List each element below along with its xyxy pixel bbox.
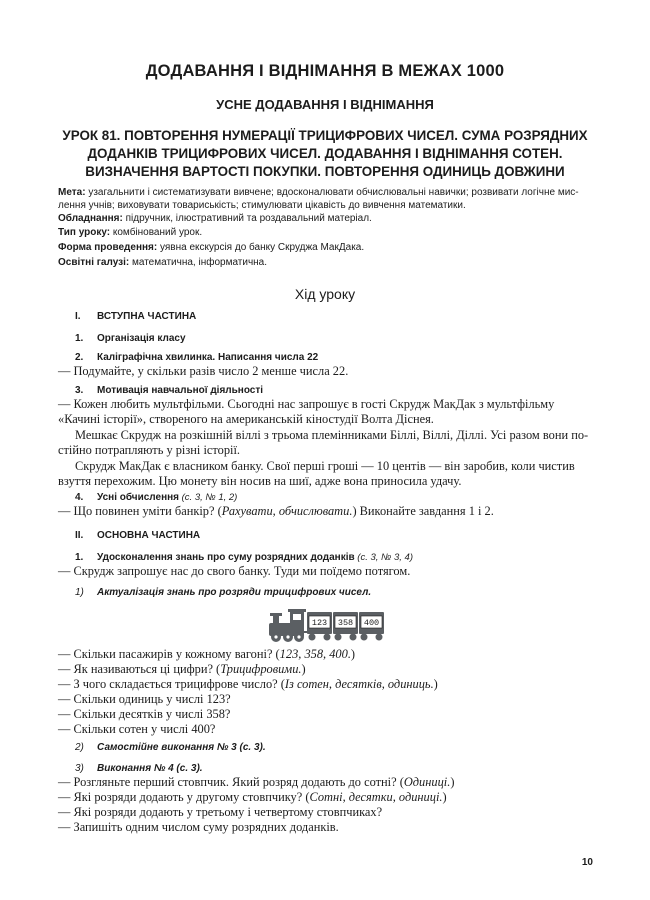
wagon-number: 358: [337, 618, 354, 628]
wheel-hub: [286, 635, 289, 638]
question-third-fourth-columns: — Які розряди додають у третьому і четвертому стовпчиках?: [58, 805, 383, 819]
question-hundreds: — Скільки сотен у числі 400?: [58, 722, 216, 736]
answer-fragment: 123, 358, 400.: [279, 647, 351, 661]
wheel: [350, 634, 357, 641]
question-tens: — Скільки десятків у числі 358?: [58, 707, 231, 721]
fields-label: Освітні галузі:: [58, 257, 130, 268]
paragraph-line: «Качині історії», створеного на американській кіностудії Волта Діснея.: [58, 412, 434, 427]
subitem-independent: [75, 742, 266, 753]
locomotive-roof: [288, 609, 306, 612]
item-number: 3.: [75, 385, 84, 396]
text-fragment: ): [301, 662, 306, 676]
subitem-exercise-4: [75, 763, 203, 774]
text-fragment: — З чого складається трицифрове число? (: [58, 677, 285, 691]
item-number: 2.: [75, 352, 84, 363]
page-number: 10: [581, 857, 593, 868]
equipment-label: Обладнання:: [58, 213, 123, 224]
subitem-label: Виконання № 4 (с. 3).: [97, 763, 203, 774]
item-reference: (с. 3, № 1, 2): [179, 492, 238, 503]
section-label: ВСТУПНА ЧАСТИНА: [97, 311, 197, 322]
text-fragment: — Як називаються ці цифри? (: [58, 662, 221, 676]
motivation-paragraph-3: [58, 459, 598, 490]
item-organization: [75, 333, 186, 344]
answer-fragment: Із сотен, десятків, одиниць.: [284, 677, 434, 691]
instruction-write-sum: — Запишіть одним числом суму розрядних доданків.: [58, 820, 339, 834]
lesson-title: [60, 127, 590, 181]
item-reference: (с. 3, № 3, 4): [354, 552, 413, 563]
text-fragment: — Скільки пасажирів у кожному вагоні? (: [58, 647, 280, 661]
lesson-title-line: ВИЗНАЧЕННЯ ВАРТОСТІ ПОКУПКИ. ПОВТОРЕННЯ ОДИНИЦЬ ДОВЖИНИ: [85, 164, 565, 179]
wagon-number: 400: [363, 618, 380, 628]
train-invitation: — Скрудж запрошує нас до свого банку. Туди ми поїдемо потягом.: [58, 564, 411, 578]
motivation-paragraph-2: [58, 428, 598, 459]
form-text: уявна екскурсія до банку Скруджа МакДака.: [157, 242, 365, 253]
wheel: [335, 634, 342, 641]
goal-text-cont: лення учнів; виховувати товариськість; стимулювати цікавість до вивчення математики.: [58, 200, 466, 211]
paragraph-line: Скрудж МакДак є власником банку. Свої перші гроші — 10 центів — він заробив, коли чистив: [75, 459, 575, 473]
item-label: Усні обчислення: [97, 492, 179, 503]
wheel: [361, 634, 368, 641]
answer-fragment: Трицифровими.: [220, 662, 302, 676]
chapter-title: ДОДАВАННЯ І ВІДНІМАННЯ В МЕЖАХ 1000: [145, 62, 505, 80]
item-label: Організація класу: [97, 333, 186, 344]
subitem-label: Самостійне виконання № 3 (с. 3).: [97, 742, 266, 753]
motivation-paragraph-1: [58, 397, 598, 428]
subitem-number: 1): [75, 587, 84, 598]
section-number: II.: [75, 530, 84, 541]
oral-calculations-question: [58, 504, 598, 519]
item-oral-calculations: [75, 492, 237, 503]
paragraph-line: — Кожен любить мультфільми. Сьогодні нас запрошує в гості Скрудж МакДак з мультфільму: [58, 397, 555, 411]
text-fragment: ): [350, 647, 356, 661]
question-composition: [58, 677, 598, 692]
paragraph-line: стійно потрапляють у різні історії.: [58, 443, 241, 458]
lesson-goal: [58, 186, 598, 212]
question-digits-name: [58, 662, 598, 677]
text-fragment: — Що повинен уміти банкір? (: [58, 504, 222, 518]
wheel-hub: [274, 635, 277, 638]
item-label: Мотивація навчальної діяльності: [97, 385, 264, 396]
lesson-form: [58, 241, 598, 254]
subitem-actualization: [75, 587, 371, 598]
section-number: I.: [75, 311, 81, 322]
goal-label: Мета:: [58, 187, 86, 198]
text-fragment: ): [450, 775, 455, 789]
item-label: Каліграфічна хвилинка. Написання числа 22: [97, 352, 319, 363]
subitem-number: 2): [75, 742, 84, 753]
goal-text: узагальнити і систематизувати вивчене; вдосконалювати обчислювальні навички; розвивати логічне мис-: [85, 187, 579, 198]
text-fragment: — Розгляньте перший стовпчик. Який розряд додають до сотні? (: [58, 775, 404, 789]
question-first-column: [58, 775, 598, 790]
subitem-label: Актуалізація знань про розряди трицифрових чисел.: [97, 587, 372, 598]
section-heading-main: [75, 530, 200, 541]
text-fragment: — Які розряди додають у другому стовпчику? (: [58, 790, 310, 804]
question-units: — Скільки одиниць у числі 123?: [58, 692, 231, 706]
item-number: 4.: [75, 492, 84, 503]
item-place-value: [75, 552, 413, 563]
answer-fragment: Рахувати, обчислювати.: [221, 504, 353, 518]
section-subtitle: УСНЕ ДОДАВАННЯ І ВІДНІМАННЯ: [216, 97, 434, 112]
lesson-title-line: ДОДАНКІВ ТРИЦИФРОВИХ ЧИСЕЛ. ДОДАВАННЯ І ВІДНІМАННЯ СОТЕН.: [87, 146, 563, 161]
calligraphy-question: — Подумайте, у скільки разів число 2 менше числа 22.: [58, 364, 349, 378]
item-motivation: [75, 385, 263, 396]
equipment-text: підручник, ілюстративний та роздавальний матеріал.: [122, 213, 372, 224]
text-fragment: ): [433, 677, 438, 691]
form-label: Форма проведення:: [58, 242, 158, 253]
section-label: ОСНОВНА ЧАСТИНА: [97, 530, 201, 541]
answer-fragment: Сотні, десятки, одиниці.: [309, 790, 443, 804]
lesson-equipment: [58, 212, 598, 225]
lesson-fields: [58, 256, 598, 269]
paragraph-line: взуття перехожим. Цю монету він носив на шиї, адже вона приносила удачу.: [58, 474, 462, 489]
train-illustration: [268, 603, 388, 643]
answer-fragment: Одиниці.: [403, 775, 451, 789]
type-label: Тип уроку:: [58, 227, 111, 238]
cab-window: [293, 614, 301, 620]
text-fragment: ) Виконайте завдання 1 і 2.: [352, 504, 494, 518]
course-heading: Хід уроку: [294, 286, 356, 302]
wheel-hub: [297, 635, 300, 638]
type-text: комбінований урок.: [110, 227, 203, 238]
subitem-number: 3): [75, 763, 84, 774]
question-passengers: [58, 647, 598, 662]
lesson-type: [58, 226, 598, 239]
item-calligraphy: [75, 352, 318, 363]
lesson-title-line: УРОК 81. ПОВТОРЕННЯ НУМЕРАЦІЇ ТРИЦИФРОВИХ ЧИСЕЛ. СУМА РОЗРЯДНИХ: [62, 128, 588, 143]
wheel: [324, 634, 331, 641]
section-heading-intro: [75, 311, 196, 322]
fields-text: математична, інформатична.: [129, 257, 268, 268]
item-number: 1.: [75, 333, 84, 344]
wheel: [309, 634, 316, 641]
wagon-number: 123: [311, 618, 328, 628]
text-fragment: ): [442, 790, 447, 804]
wheel: [376, 634, 383, 641]
paragraph-line: Мешкає Скрудж на розкішній віллі з трьома племінниками Біллі, Віллі, Діллі. Усі разом вони по-: [75, 428, 589, 442]
item-number: 1.: [75, 552, 84, 563]
item-label: Удосконалення знань про суму розрядних доданків: [97, 552, 355, 563]
question-second-column: [58, 790, 598, 805]
